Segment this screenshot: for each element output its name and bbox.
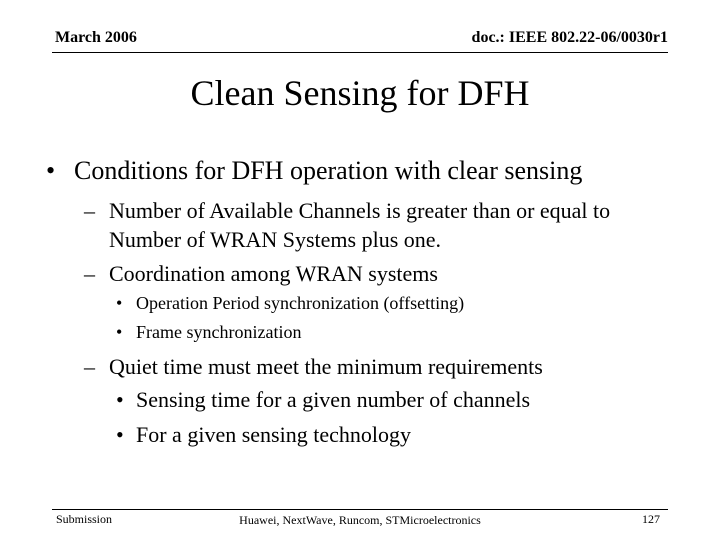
bullet-glyph: • [116, 422, 124, 447]
footer-submission: Submission [56, 512, 113, 526]
footer-authors: Huawei, NextWave, Runcom, STMicroelectronics [239, 513, 481, 527]
bullet-dfh-conditions: Conditions for DFH operation with clear sensing [74, 156, 583, 185]
subbullet-channels-line2: Number of WRAN Systems plus one. [109, 227, 442, 252]
bullet-glyph: • [116, 293, 123, 313]
header-doc-id: doc.: IEEE 802.22-06/0030r1 [471, 29, 668, 46]
slide-title: Clean Sensing for DFH [190, 73, 530, 113]
bullet-glyph: • [116, 387, 124, 412]
subsubbullet-sensing-time: Sensing time for a given number of channels [136, 387, 531, 412]
subbullet-quiet-time: Quiet time must meet the minimum requirements [109, 354, 543, 379]
subbullet-coordination: Coordination among WRAN systems [109, 261, 438, 286]
bullet-glyph: • [46, 156, 56, 185]
header-date: March 2006 [55, 29, 137, 46]
subsubbullet-frame-sync: Frame synchronization [136, 322, 302, 342]
subbullet-channels-line1: Number of Available Channels is greater than or equal to [109, 198, 611, 223]
bullet-glyph: • [116, 322, 123, 342]
header-rule [52, 52, 668, 53]
dash-glyph: – [84, 198, 95, 223]
footer-page-number: 127 [642, 512, 660, 526]
subsubbullet-period-sync: Operation Period synchronization (offsetting) [136, 293, 465, 313]
dash-glyph: – [84, 261, 95, 286]
dash-glyph: – [84, 354, 95, 379]
subsubbullet-sensing-technology: For a given sensing technology [136, 422, 411, 447]
footer-rule [52, 509, 668, 510]
